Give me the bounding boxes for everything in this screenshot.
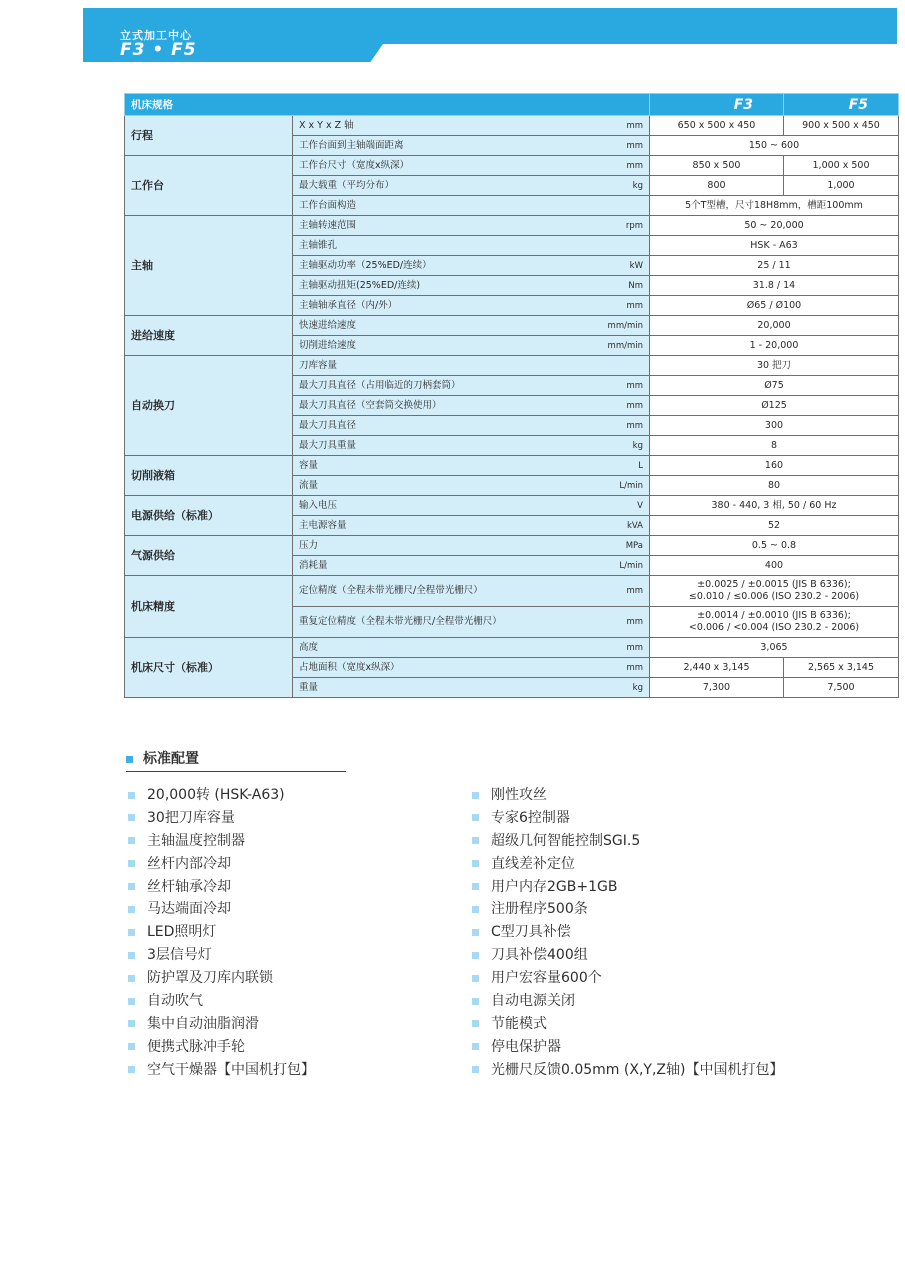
list-item: 专家6控制器 xyxy=(472,807,783,830)
list-item: 丝杆轴承冷却 xyxy=(128,876,315,899)
category-power: 电源供给（标准） xyxy=(125,496,293,536)
list-item: 停电保护器 xyxy=(472,1036,783,1059)
list-item: 3层信号灯 xyxy=(128,944,315,967)
spec-item: mm 主轴轴承直径（内/外） xyxy=(293,296,650,316)
spec-item: kg 最大载重（平均分布） xyxy=(293,176,650,196)
category-coolant: 切削液箱 xyxy=(125,456,293,496)
table-row xyxy=(125,456,899,476)
square-bullet-icon xyxy=(128,1020,135,1027)
spec-item: mm 工作台面到主轴端面距离 xyxy=(293,136,650,156)
spec-item: 刀库容量 xyxy=(293,356,650,376)
square-bullet-icon xyxy=(472,998,479,1005)
config-list-left xyxy=(128,784,315,1082)
spec-value: 1 - 20,000 xyxy=(650,336,899,356)
list-item: 30把刀库容量 xyxy=(128,807,315,830)
spec-item: mm/min 切削进给速度 xyxy=(293,336,650,356)
spec-value: 20,000 xyxy=(650,316,899,336)
spec-item: mm/min 快速进给速度 xyxy=(293,316,650,336)
list-item: 用户宏容量600个 xyxy=(472,967,783,990)
category-feed: 进给速度 xyxy=(125,316,293,356)
square-bullet-icon xyxy=(472,1043,479,1050)
spec-item: kW 主轴驱动功率（25%ED/连续） xyxy=(293,256,650,276)
standard-config-title: 标准配置 xyxy=(143,751,199,767)
spec-value-f3: 2,440 x 3,145 xyxy=(650,658,784,678)
list-item: 20,000转 (HSK-A63) xyxy=(128,784,315,807)
square-bullet-icon xyxy=(128,837,135,844)
banner-model-title: F3 • F5 xyxy=(120,40,197,60)
model-f5-header: F5 xyxy=(784,94,899,116)
spec-item: 工作台面构造 xyxy=(293,196,650,216)
list-item: 空气干燥器【中国机打包】 xyxy=(128,1059,315,1082)
list-item: 刀具补偿400组 xyxy=(472,944,783,967)
square-bullet-icon xyxy=(128,975,135,982)
spec-value: 25 / 11 xyxy=(650,256,899,276)
spec-value: 5个T型槽，尺寸18H8mm，槽距100mm xyxy=(650,196,899,216)
spec-value: HSK - A63 xyxy=(650,236,899,256)
spec-value: 380 - 440, 3 相, 50 / 60 Hz xyxy=(650,496,899,516)
list-item: 光栅尺反馈0.05mm (X,Y,Z轴)【中国机打包】 xyxy=(472,1059,783,1082)
model-f3-header: F3 xyxy=(650,94,784,116)
spec-value: 150 ~ 600 xyxy=(650,136,899,156)
list-item: 节能模式 xyxy=(472,1013,783,1036)
banner-subtitle: 立式加工中心 xyxy=(120,29,192,42)
table-row xyxy=(125,216,899,236)
square-bullet-icon xyxy=(128,1066,135,1073)
spec-value: Ø125 xyxy=(650,396,899,416)
config-list-right xyxy=(472,784,783,1082)
square-bullet-icon xyxy=(128,860,135,867)
square-bullet-icon xyxy=(126,756,133,763)
spec-item: mm 最大刀具直径 xyxy=(293,416,650,436)
list-item: 集中自动油脂润滑 xyxy=(128,1013,315,1036)
square-bullet-icon xyxy=(472,1066,479,1073)
list-item: 用户内存2GB+1GB xyxy=(472,876,783,899)
list-item: 自动吹气 xyxy=(128,990,315,1013)
spec-item: kVA 主电源容量 xyxy=(293,516,650,536)
category-air: 气源供给 xyxy=(125,536,293,576)
spec-value: 8 xyxy=(650,436,899,456)
spec-value-f5: 1,000 xyxy=(784,176,899,196)
spec-value: 80 xyxy=(650,476,899,496)
list-item: 自动电源关闭 xyxy=(472,990,783,1013)
square-bullet-icon xyxy=(128,1043,135,1050)
spec-value xyxy=(650,607,899,638)
spec-value: 160 xyxy=(650,456,899,476)
table-row xyxy=(125,356,899,376)
list-item: 便携式脉冲手轮 xyxy=(128,1036,315,1059)
spec-item: MPa 压力 xyxy=(293,536,650,556)
list-item: LED照明灯 xyxy=(128,921,315,944)
square-bullet-icon xyxy=(472,814,479,821)
spec-value-f3: 850 x 500 xyxy=(650,156,784,176)
spec-value: 50 ~ 20,000 xyxy=(650,216,899,236)
spec-value-f5: 2,565 x 3,145 xyxy=(784,658,899,678)
square-bullet-icon xyxy=(472,792,479,799)
category-accuracy: 机床精度 xyxy=(125,576,293,638)
square-bullet-icon xyxy=(128,792,135,799)
spec-table-header xyxy=(125,94,899,116)
square-bullet-icon xyxy=(472,952,479,959)
square-bullet-icon xyxy=(472,883,479,890)
table-row xyxy=(125,116,899,136)
spec-value-f5: 900 x 500 x 450 xyxy=(784,116,899,136)
square-bullet-icon xyxy=(128,883,135,890)
spec-value-line: ±0.0025 / ±0.0015 (JIS B 6336); xyxy=(697,579,851,590)
spec-item: V 输入电压 xyxy=(293,496,650,516)
spec-table-title: 机床规格 xyxy=(125,94,650,116)
spec-value: Ø65 / Ø100 xyxy=(650,296,899,316)
spec-item: rpm 主轴转速范围 xyxy=(293,216,650,236)
table-row xyxy=(125,536,899,556)
table-row xyxy=(125,638,899,658)
spec-value-f3: 7,300 xyxy=(650,678,784,698)
spec-item: mm 工作台尺寸（宽度x纵深） xyxy=(293,156,650,176)
spec-item: L 容量 xyxy=(293,456,650,476)
square-bullet-icon xyxy=(472,860,479,867)
square-bullet-icon xyxy=(472,929,479,936)
list-item: 马达端面冷却 xyxy=(128,898,315,921)
spec-value: 400 xyxy=(650,556,899,576)
square-bullet-icon xyxy=(472,837,479,844)
spec-item: mm 高度 xyxy=(293,638,650,658)
list-item: 丝杆内部冷却 xyxy=(128,853,315,876)
square-bullet-icon xyxy=(472,1020,479,1027)
spec-value: Ø75 xyxy=(650,376,899,396)
spec-item: 主轴锥孔 xyxy=(293,236,650,256)
category-table: 工作台 xyxy=(125,156,293,216)
spec-value: 52 xyxy=(650,516,899,536)
spec-value-f3: 800 xyxy=(650,176,784,196)
list-item: 主轴温度控制器 xyxy=(128,830,315,853)
list-item: 刚性攻丝 xyxy=(472,784,783,807)
square-bullet-icon xyxy=(472,906,479,913)
spec-value: 3,065 xyxy=(650,638,899,658)
list-item: 注册程序500条 xyxy=(472,898,783,921)
list-item: 超级几何智能控制SGI.5 xyxy=(472,830,783,853)
spec-item: Nm 主轴驱动扭矩(25%ED/连续) xyxy=(293,276,650,296)
list-item: 防护罩及刀库内联锁 xyxy=(128,967,315,990)
category-travel: 行程 xyxy=(125,116,293,156)
category-spindle: 主轴 xyxy=(125,216,293,316)
spec-value-f5: 7,500 xyxy=(784,678,899,698)
spec-item: kg 重量 xyxy=(293,678,650,698)
spec-item: L/min 流量 xyxy=(293,476,650,496)
spec-table xyxy=(124,93,899,698)
spec-value-line: <0.006 / <0.004 (ISO 230.2 - 2006) xyxy=(688,622,860,633)
square-bullet-icon xyxy=(128,906,135,913)
spec-item: L/min 消耗量 xyxy=(293,556,650,576)
spec-item: mm 最大刀具直径（空套筒交换使用） xyxy=(293,396,650,416)
square-bullet-icon xyxy=(128,998,135,1005)
list-item: C型刀具补偿 xyxy=(472,921,783,944)
category-dimensions: 机床尺寸（标准） xyxy=(125,638,293,698)
spec-value-f5: 1,000 x 500 xyxy=(784,156,899,176)
spec-value: 0.5 ~ 0.8 xyxy=(650,536,899,556)
spec-value-line: ±0.0014 / ±0.0010 (JIS B 6336); xyxy=(697,610,851,621)
square-bullet-icon xyxy=(128,929,135,936)
spec-value: 300 xyxy=(650,416,899,436)
heading-underline xyxy=(126,771,346,772)
standard-config-heading xyxy=(126,748,199,768)
spec-value: 31.8 / 14 xyxy=(650,276,899,296)
list-item: 直线差补定位 xyxy=(472,853,783,876)
square-bullet-icon xyxy=(472,975,479,982)
header-banner xyxy=(83,8,897,62)
banner-diagonal-cut xyxy=(362,44,897,62)
square-bullet-icon xyxy=(128,952,135,959)
spec-item: kg 最大刀具重量 xyxy=(293,436,650,456)
spec-value: 30 把刀 xyxy=(650,356,899,376)
spec-item: mm 占地面积（宽度x纵深） xyxy=(293,658,650,678)
spec-item: mm 定位精度（全程未带光栅尺/全程带光栅尺） xyxy=(293,576,650,607)
square-bullet-icon xyxy=(128,814,135,821)
spec-item: mm 最大刀具直径（占用临近的刀柄套筒） xyxy=(293,376,650,396)
table-row xyxy=(125,156,899,176)
spec-value xyxy=(650,576,899,607)
spec-item: mm X x Y x Z 轴 xyxy=(293,116,650,136)
table-row xyxy=(125,576,899,607)
spec-value-f3: 650 x 500 x 450 xyxy=(650,116,784,136)
table-row xyxy=(125,496,899,516)
category-atc: 自动换刀 xyxy=(125,356,293,456)
spec-item: mm 重复定位精度（全程未带光栅尺/全程带光栅尺） xyxy=(293,607,650,638)
table-row xyxy=(125,316,899,336)
spec-value-line: ≤0.010 / ≤0.006 (ISO 230.2 - 2006) xyxy=(688,591,860,602)
